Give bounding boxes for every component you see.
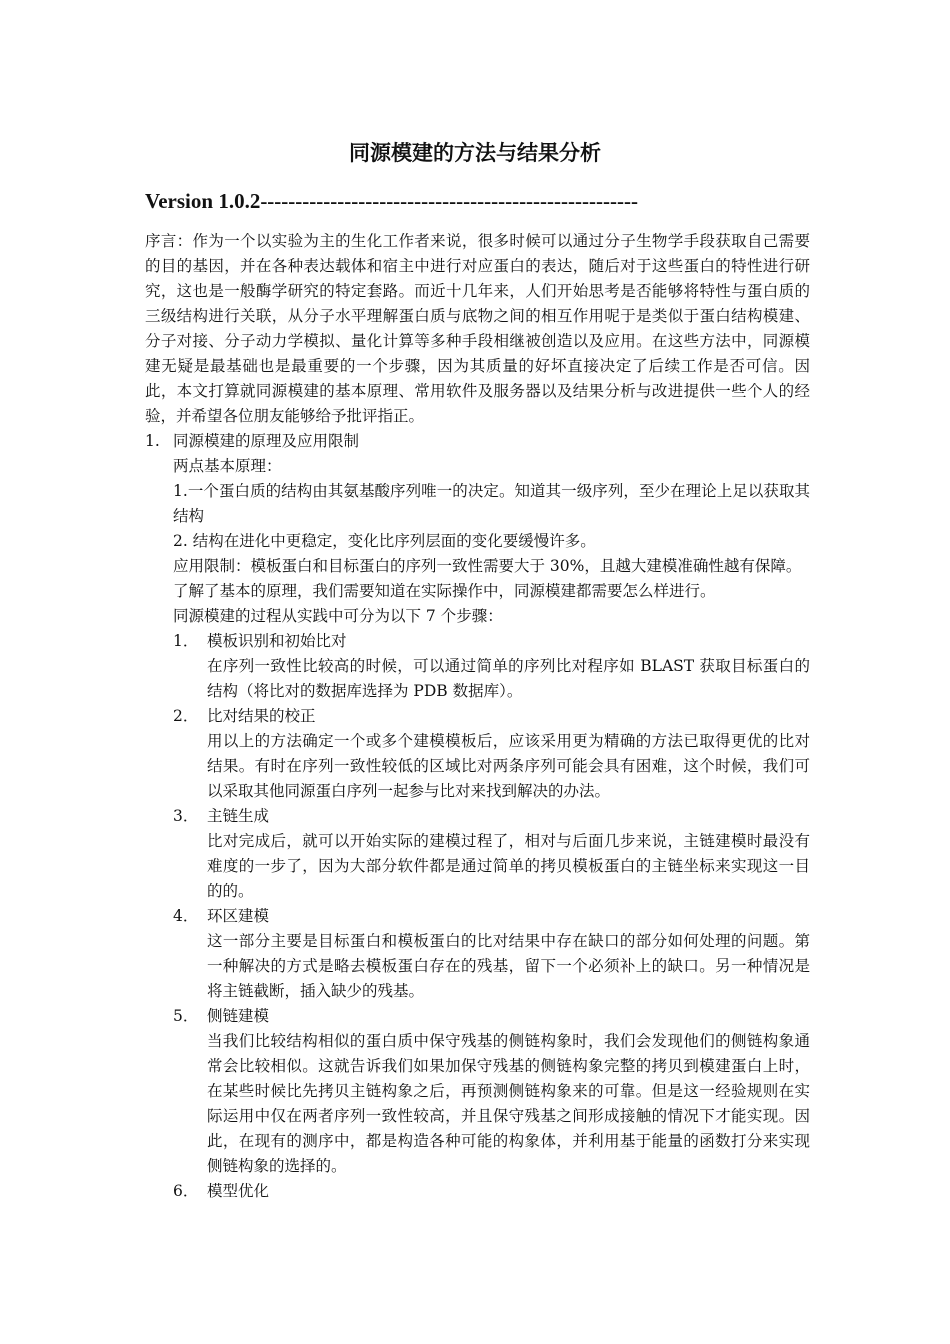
step-text: 在序列一致性比较高的时候，可以通过简单的序列比对程序如 BLAST 获取目标蛋白的结构（将比对的数据库选择为 PDB 数据库）。 [207,657,810,700]
step-number: 4． [173,907,199,925]
step-heading [145,704,810,729]
step-number: 1． [173,632,199,650]
step-title: 环区建模 [207,907,270,925]
section-title: 同源模建的原理及应用限制 [173,432,360,450]
steps-intro: 同源模建的过程从实践中可分为以下 7 个步骤： [173,607,503,625]
section-heading [145,429,810,454]
step-number: 2． [173,707,199,725]
principle-1: 1.一个蛋白质的结构由其氨基酸序列唯一的决定。知道其一级序列，至少在理论上足以获取其结构 [173,482,810,525]
step-heading [145,904,810,929]
step-heading [145,804,810,829]
principles-intro: 两点基本原理： [173,457,282,475]
step-title: 侧链建模 [207,1007,270,1025]
limitation-paragraph: 应用限制：模板蛋白和目标蛋白的序列一致性需要大于 30%，且越大建模准确性越有保障。 [173,557,802,575]
step-text: 用以上的方法确定一个或多个建模模板后，应该采用更为精确的方法已取得更优的比对结果。有时在序列一致性较低的区域比对两条序列可能会具有困难，这个时候，我们可以采取其他同源蛋白序列一起参与比对来找到解决的办法。 [207,732,810,800]
step-heading [145,1004,810,1029]
principle-2: 2. 结构在进化中更稳定，变化比序列层面的变化要缓慢许多。 [173,532,596,550]
step-text: 比对完成后，就可以开始实际的建模过程了，相对与后面几步来说，主链建模时最没有难度的一步了，因为大部分软件都是通过简单的拷贝模板蛋白的主链坐标来实现这一目的的。 [207,832,810,900]
step-title: 模型优化 [207,1182,270,1200]
step-text: 这一部分主要是目标蛋白和模板蛋白的比对结果中存在缺口的部分如何处理的问题。第一种解决的方式是略去模板蛋白存在的残基，留下一个必须补上的缺口。另一种情况是将主链截断，插入缺少的残基。 [207,932,810,1000]
step-title: 比对结果的校正 [207,707,316,725]
section-number: 1. [145,432,160,450]
document-title: 同源模建的方法与结果分析 [349,140,601,165]
version-line: Version 1.0.2------------------------------------------------------ [145,189,638,213]
step-number: 3． [173,807,199,825]
preface-paragraph: 序言：作为一个以实验为主的生化工作者来说，很多时候可以通过分子生物学手段获取自己需要的目的基因，并在各种表达载体和宿主中进行对应蛋白的表达，随后对于这些蛋白的特性进行研究，这也是一般酶学研究的特定套路。而近十几年来，人们开始思考是否能够将特性与蛋白质的三级结构进行关联，从分子水平理解蛋白质与底物之间的相互作用呢于是类似于蛋白结构模建、分子对接、分子动力学模拟、量化计算等多种手段相继被创造以及应用。在这些方法中，同源模建无疑是最基础也是最重要的一个步骤，因为其质量的好坏直接决定了后续工作是否可信。因此，本文打算就同源模建的基本原理、常用软件及服务器以及结果分析与改进提供一些个人的经验，并希望各位朋友能够给予批评指正。 [145,232,810,425]
document-body [145,229,810,1204]
step-number: 5． [173,1007,199,1025]
step-text: 当我们比较结构相似的蛋白质中保守残基的侧链构象时，我们会发现他们的侧链构象通常会比较相似。这就告诉我们如果加保守残基的侧链构象完整的拷贝到模建蛋白上时，在某些时候比先拷贝主链构象之后，再预测侧链构象来的可靠。但是这一经验规则在实际运用中仅在两者序列一致性较高，并且保守残基之间形成接触的情况下才能实现。因此，在现有的测序中，都是构造各种可能的构象体，并利用基于能量的函数打分来实现侧链构象的选择的。 [207,1032,810,1175]
step-number: 6． [173,1182,199,1200]
step-heading [145,1179,810,1204]
step-title: 主链生成 [207,807,270,825]
step-title: 模板识别和初始比对 [207,632,347,650]
step-heading [145,629,810,654]
transition-paragraph: 了解了基本的原理，我们需要知道在实际操作中，同源模建都需要怎么样进行。 [173,582,716,600]
